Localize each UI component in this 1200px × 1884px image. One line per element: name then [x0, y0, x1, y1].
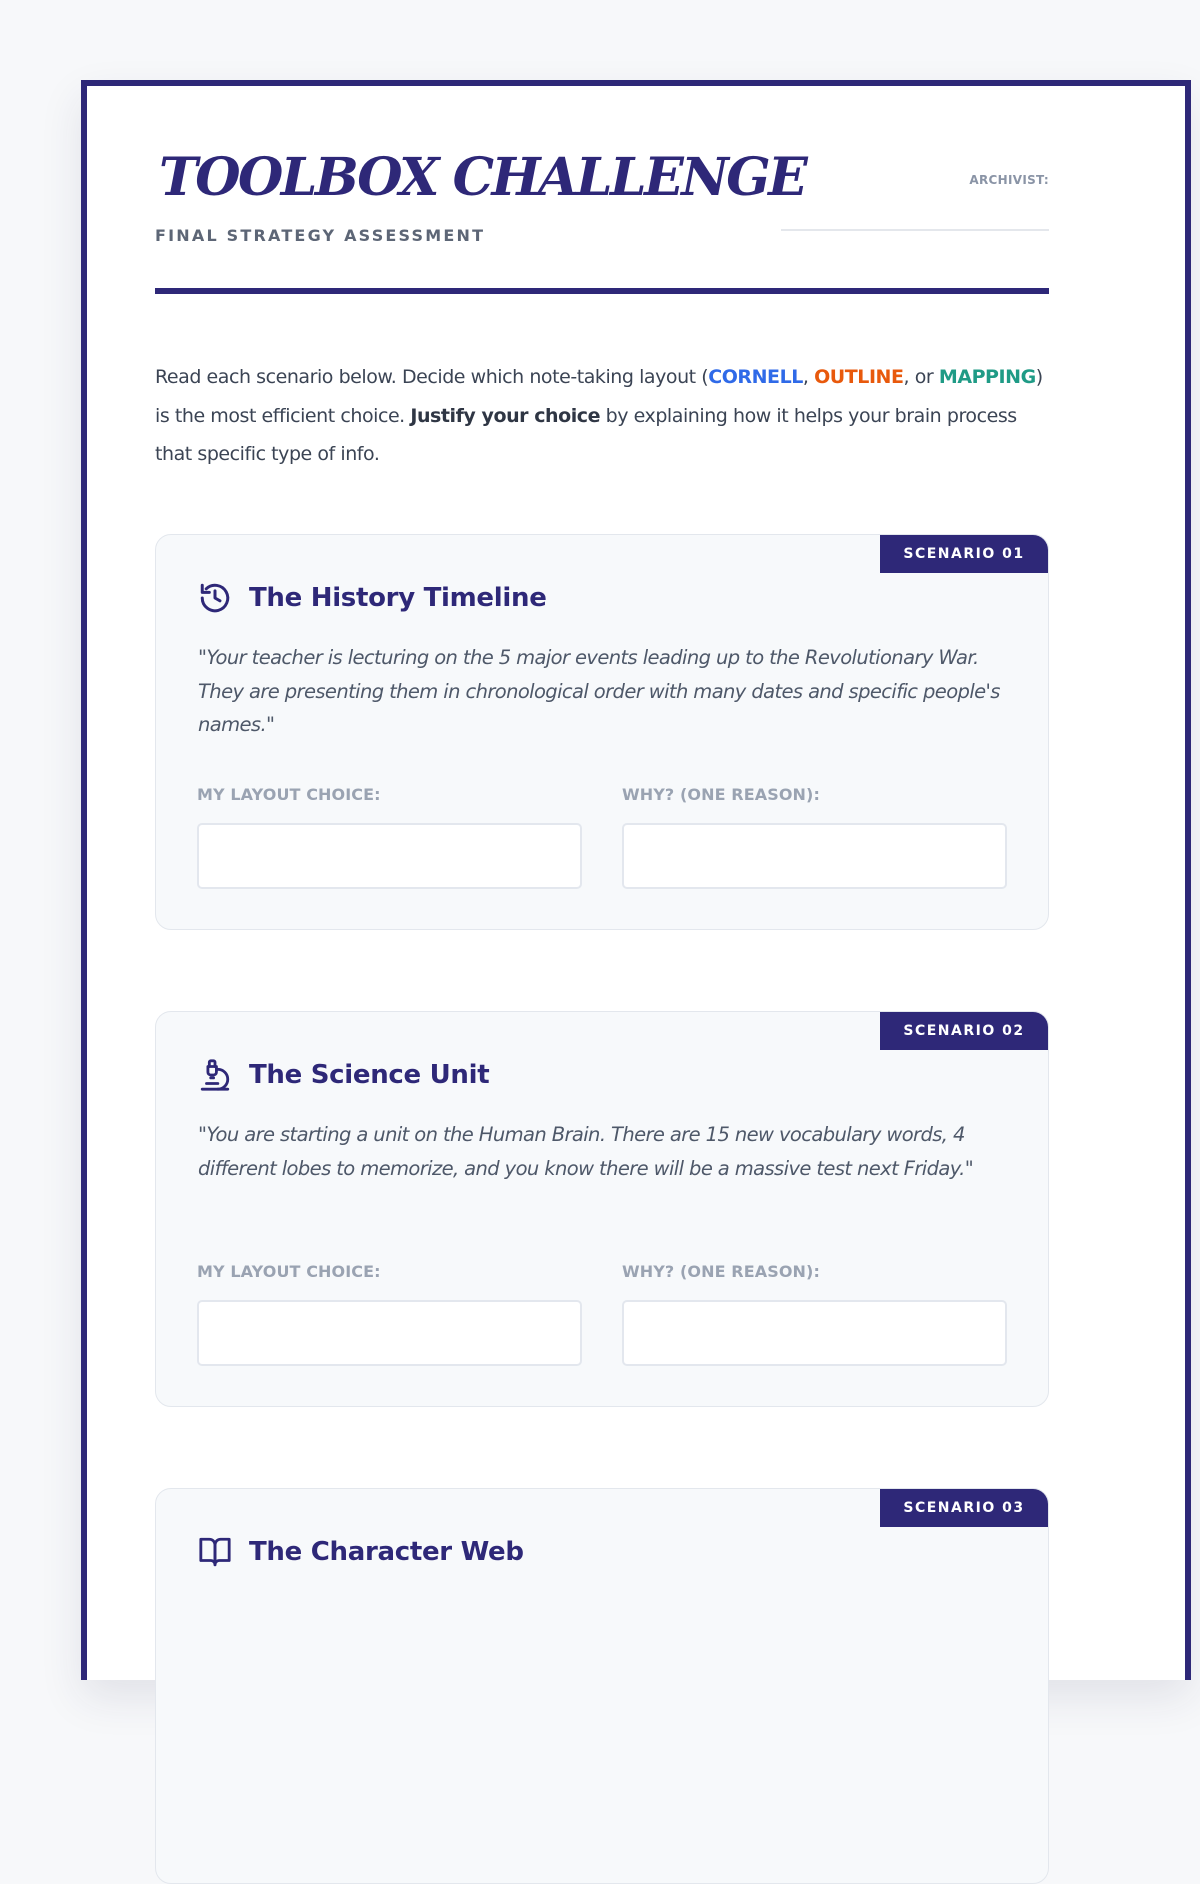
scenario-card — [155, 534, 1049, 930]
instructions-text: ) is the most efficient choice. — [155, 366, 1043, 427]
layout-choice-label: MY LAYOUT CHOICE: — [197, 1262, 381, 1281]
open-book-icon — [198, 1535, 232, 1569]
microscope-icon — [198, 1058, 232, 1092]
layout-choice-field[interactable] — [197, 823, 582, 889]
instructions-separator: , — [802, 366, 815, 388]
scenario-title: The Character Web — [249, 1537, 524, 1567]
instructions-text: Read each scenario below. Decide which note-taking layout ( — [155, 366, 709, 388]
instructions-separator: , or — [903, 366, 939, 388]
page-title: TOOLBOX CHALLENGE — [159, 147, 806, 208]
scenario-title: The History Timeline — [249, 583, 547, 613]
worksheet-header — [155, 86, 1049, 296]
scenario-badge: SCENARIO 02 — [880, 1012, 1048, 1050]
scenario-card — [155, 1488, 1049, 1884]
reason-field[interactable] — [622, 1300, 1007, 1366]
layout-choice-label: MY LAYOUT CHOICE: — [197, 785, 381, 804]
worksheet-page — [81, 80, 1191, 1680]
page-subtitle: FINAL STRATEGY ASSESSMENT — [155, 226, 486, 245]
reason-label: WHY? (ONE REASON): — [622, 785, 820, 804]
history-icon — [198, 581, 232, 615]
scenario-description: "Your teacher is lecturing on the 5 major events leading up to the Revolutionary War. They are presenting them in chronological order with many dates and specific people's names." — [198, 646, 1000, 736]
header-divider — [155, 288, 1049, 294]
scenario-description: "You are starting a unit on the Human Brain. There are 15 new vocabulary words, 4 different lobes to memorize, and you know there will be a massive test next Friday." — [198, 1123, 974, 1180]
layout-choice-field[interactable] — [197, 1300, 582, 1366]
keyword-cornell: CORNELL — [708, 366, 803, 388]
scenario-title: The Science Unit — [249, 1060, 490, 1090]
reason-field[interactable] — [622, 823, 1007, 889]
instructions-emphasis: Justify your choice — [410, 404, 601, 427]
keyword-mapping: MAPPING — [938, 366, 1036, 388]
reason-label: WHY? (ONE REASON): — [622, 1262, 820, 1281]
scenario-badge: SCENARIO 03 — [880, 1489, 1048, 1527]
scenario-card — [155, 1011, 1049, 1407]
keyword-outline: OUTLINE — [814, 366, 904, 388]
archivist-name-field[interactable] — [781, 205, 1049, 231]
instructions-text: by explaining how it helps your brain process that specific type of info. — [155, 404, 1017, 465]
instructions-paragraph — [155, 358, 1049, 474]
scenario-badge: SCENARIO 01 — [880, 535, 1048, 573]
archivist-label: ARCHIVIST: — [969, 173, 1049, 187]
